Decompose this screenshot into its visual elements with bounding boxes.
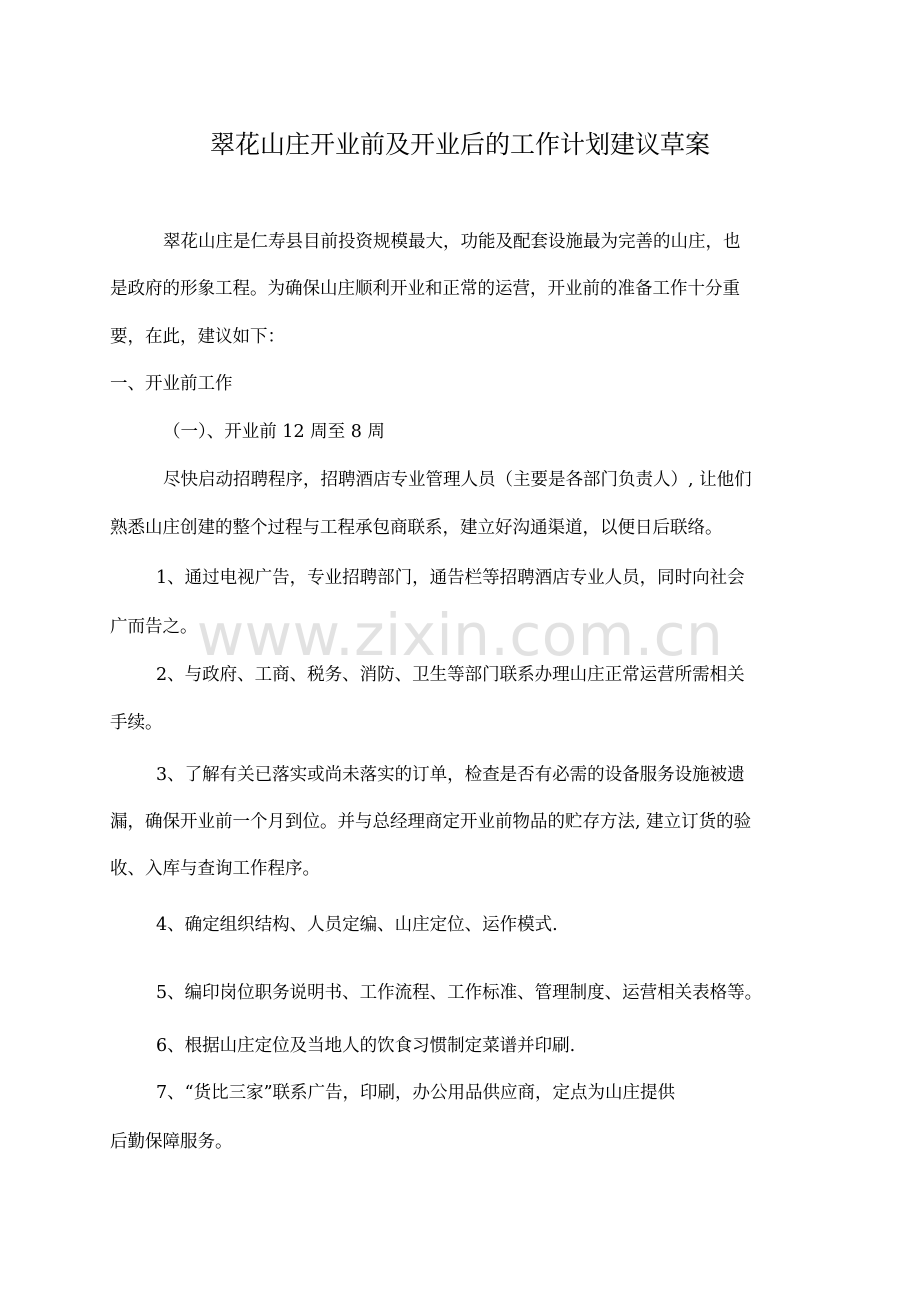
list-item-5: 5、编印岗位职务说明书、工作流程、工作标准、管理制度、运营相关表格等。 <box>156 983 763 1003</box>
intro-line-3: 要，在此，建议如下： <box>110 327 285 347</box>
document-title: 翠花山庄开业前及开业后的工作计划建议草案 <box>209 130 710 159</box>
list-item-4: 4、确定组织结构、人员定编、山庄定位、运作模式. <box>156 915 558 935</box>
list-item-3-line-1: 3、了解有关已落实或尚未落实的订单，检查是否有必需的设备服务设施被遗 <box>156 765 745 785</box>
list-item-2-line-1: 2、与政府、工商、税务、消防、卫生等部门联系办理山庄正常运营所需相关 <box>156 665 745 685</box>
recruit-line-2: 熟悉山庄创建的整个过程与工程承包商联系，建立好沟通渠道，以便日后联络。 <box>110 518 723 538</box>
list-item-3-line-3: 收、入库与查询工作程序。 <box>110 859 320 879</box>
recruit-line-1: 尽快启动招聘程序，招聘酒店专业管理人员（主要是各部门负责人）, 让他们 <box>163 470 752 490</box>
intro-line-2: 是政府的形象工程。为确保山庄顺利开业和正常的运营，开业前的准备工作十分重 <box>110 279 740 299</box>
watermark: www.zixin.com.cn <box>196 601 724 669</box>
list-item-6: 6、根据山庄定位及当地人的饮食习惯制定菜谱并印刷. <box>156 1036 576 1056</box>
section-heading: 一、开业前工作 <box>110 374 233 394</box>
list-item-7-line-2: 后勤保障服务。 <box>110 1132 233 1152</box>
list-item-3-line-2: 漏，确保开业前一个月到位。并与总经理商定开业前物品的贮存方法, 建立订货的验 <box>110 812 752 832</box>
intro-line-1: 翠花山庄是仁寿县目前投资规模最大，功能及配套设施最为完善的山庄，也 <box>163 232 741 252</box>
list-item-7-line-1: 7、“货比三家”联系广告，印刷，办公用品供应商，定点为山庄提供 <box>156 1083 676 1103</box>
list-item-2-line-2: 手续。 <box>110 713 163 733</box>
subsection-heading: （一）、开业前 12 周至 8 周 <box>163 422 385 442</box>
list-item-1-line-2: 广而告之。 <box>110 617 198 637</box>
list-item-1-line-1: 1、通过电视广告，专业招聘部门，通告栏等招聘酒店专业人员，同时向社会 <box>156 568 745 588</box>
